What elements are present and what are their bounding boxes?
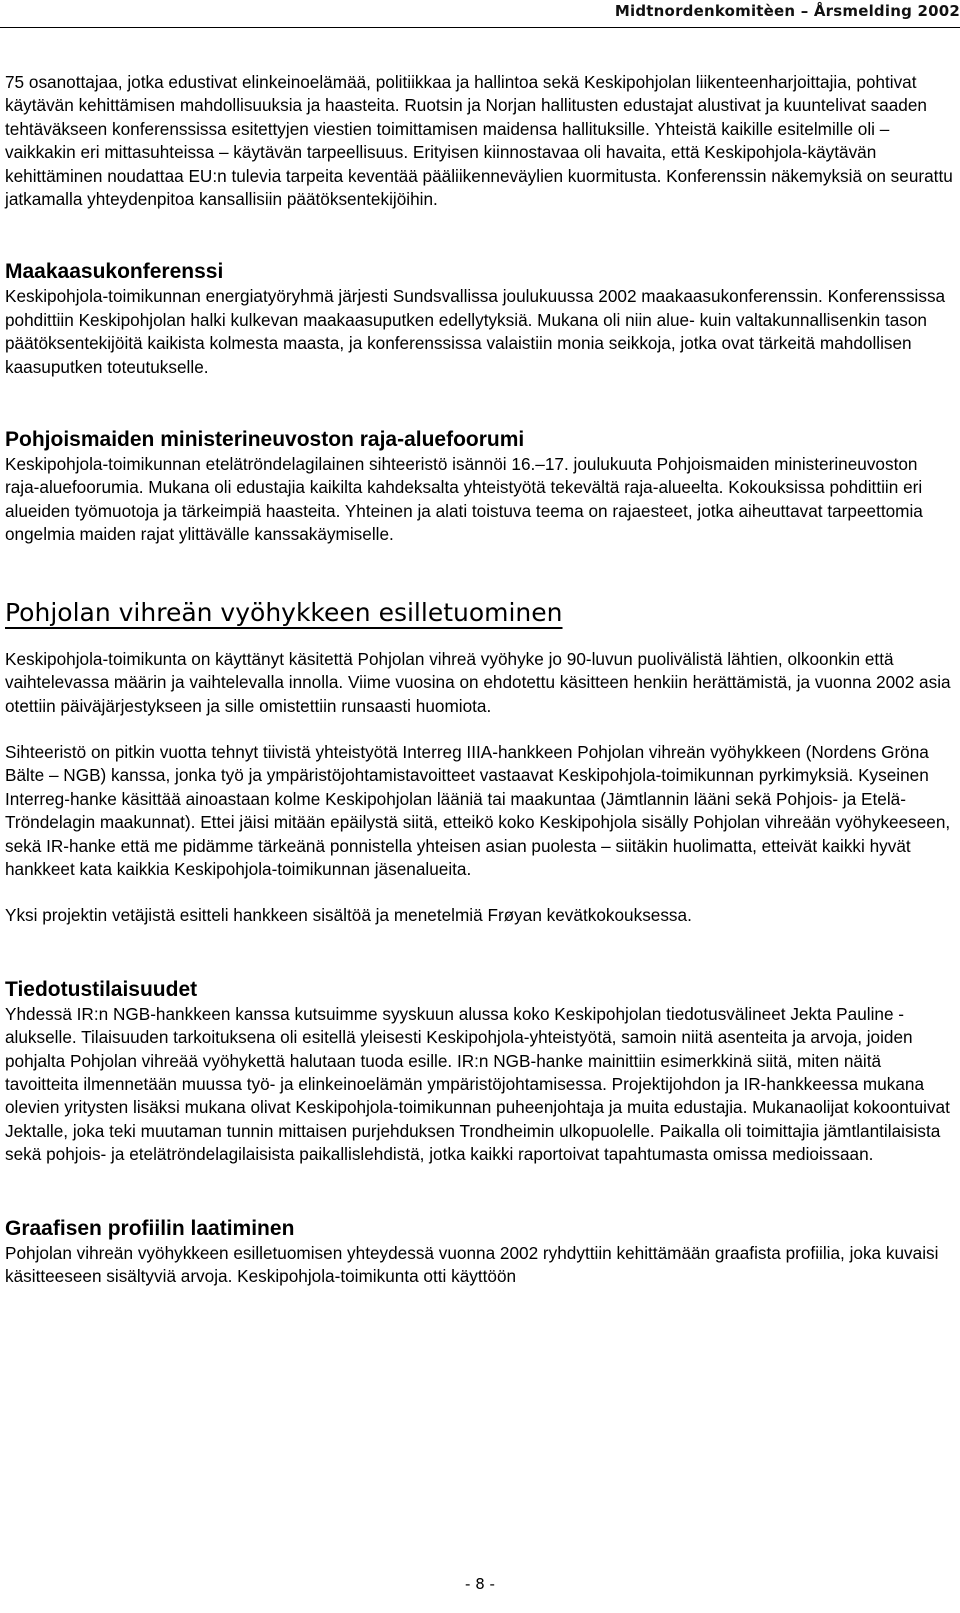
intro-paragraph: 75 osanottajaa, jotka edustivat elinkeinoelämää, politiikkaa ja hallintoa sekä Keskipohjolan liikenteenharjoittajia, pohtivat käytävän kehittämisen mahdollisuuksia ja haasteita. Ruotsin ja Norjan hallitusten edustajat alustivat ja kuuntelivat saaden tehtäväkseen konferenssissa esitettyjen viestien toimittamisen maidensa hallituksille. Yhteistä kaikille esitelmille oli – vaikkakin eri mittasuhteissa – käytävän tarpeellisuus. Erityisen kiinnostavaa oli havaita, että Keskipohjola-käytävän kehittäminen noudattaa EU:n tulevia tarpeita keventää pääliikenneväylien kuormitusta. Konferenssin näkemyksiä on seurattu jatkamalla yhteydenpitoa kansallisiin päätöksentekijöihin. xyxy=(5,72,953,210)
section-text-maakaasukonferenssi: Keskipohjola-toimikunnan energiatyöryhmä järjesti Sundsvallissa joulukuussa 2002 maakaasukonferenssin. Konferenssissa pohdittiin Keskipohjolan halki kulkevan maakaasuputken edellytyksiä. Mukana oli niin alue- kuin valtakunnallisenkin tason päätöksentekijöitä kaikista kolmesta maasta, ja konferenssissa valaistiin monia seikkoja, jotka ovat tärkeitä mahdollisen kaasuputken toteutukselle. xyxy=(5,286,946,377)
section-heading-tiedotustilaisuudet: Tiedotustilaisuudet xyxy=(5,977,198,1001)
section-text-tiedotustilaisuudet: Yhdessä IR:n NGB-hankkeen kanssa kutsuimme syyskuun alussa koko Keskipohjolan tiedotusvälineet Jekta Pauline -alukselle. Tilaisuuden tarkoituksena oli esitellä yleisesti Keskipohjola-yhteistyötä, samoin niitä asenteita ja arvoja, joiden pohjalta Pohjolan vihreää vyöhykettä halutaan tuoda esille. IR:n NGB-hanke mainittiin esimerkkinä siitä, miten näitä tavoitteita ilmennetään muussa työ- ja elinkeinoelämän ympäristöjohtamisessa. Projektijohdon ja IR-hankkeessa mukana olevien yritysten lisäksi mukana olivat Keskipohjola-toimikunnan puheenjohtaja ja muita edustajia. Mukanaolijat kokoontuivat Jektalle, joka teki muutaman tunnin mittaisen purjehduksen Trondheimin ulkopuolelle. Paikalla oli toimittajia jämtlantilaisista sekä pohjois- ja etelätröndelagilaisista paikallislehdistä, jotka kaikki raportoivat tapahtumasta omissa medioissaan. xyxy=(5,1003,950,1165)
section-text-graafinen-profiili: Pohjolan vihreän vyöhykkeen esilletuomisen yhteydessä vuonna 2002 ryhdyttiin kehittämään graafista profiilia, joka kuvaisi käsitteeseen sisältyviä arvoja. Keskipohjola-toimikunta otti käyttöön xyxy=(5,1242,939,1286)
section-paragraph-vihrea-vyohyke-2: Sihteeristö on pitkin vuotta tehnyt tiivistä yhteistyötä Interreg IIIA-hankkeen Pohjolan vihreän vyöhykkeen (Nordens Gröna Bälte – NGB) kanssa, jonka työ ja ympäristöjohtamistavoitteet vastaavat Keskipohjola-toimikunnan pyrkimyksiä. Kyseinen Interreg-hanke käsittää ainoastaan kolme Keskipohjolan lääniä tai maakuntaa (Jämtlannin lääni sekä Pohjois- ja Etelä-Tröndelagin maakunnat). Ettei jäisi mitään epäilystä siitä, etteikö koko Keskipohjola sisälly Pohjolan vihreään vyöhykeeseen, sekä IR-hanke että me pidämme tärkeänä ponnistella yhteisen asian puolesta – siitäkin huolimatta, etteivät kaikki hyvät hankkeet kata kaikkia Keskipohjola-toimikunnan jäsenalueita. xyxy=(5,741,951,879)
section-heading-raja-aluefoorumi: Pohjoismaiden ministerineuvoston raja-aluefoorumi xyxy=(5,428,525,452)
page-content xyxy=(5,71,955,1288)
section-heading-graafinen-profiili: Graafisen profiilin laatiminen xyxy=(5,1216,295,1240)
header-rule xyxy=(0,27,960,28)
section-heading-maakaasukonferenssi: Maakaasukonferenssi xyxy=(5,260,224,284)
section-text-raja-aluefoorumi: Keskipohjola-toimikunnan etelätröndelagilainen sihteeristö isännöi 16.–17. joulukuuta Pohjoismaiden ministerineuvoston raja-aluefoorumia. Mukana oli edustajia kaikilta kahdeksalta yhteistyötä tekevältä raja-alueelta. Kokouksissa pohdittiin eri alueiden työmuotoja ja tärkeimpiä haasteita. Yhteinen ja alati toistuva teema on rajaesteet, jotka aiheuttavat tarpeettomia ongelmia maiden rajat ylittävälle kanssakäymiselle. xyxy=(5,454,923,545)
running-header: Midtnordenkomitèen – Årsmelding 2002 xyxy=(614,2,960,20)
section-heading-vihrea-vyohyke: Pohjolan vihreän vyöhykkeen esilletuominen xyxy=(5,597,563,627)
section-paragraph-vihrea-vyohyke-1: Keskipohjola-toimikunta on käyttänyt käsitettä Pohjolan vihreä vyöhyke jo 90-luvun puolivälistä lähtien, olkoonkin että vaihtelevassa määrin ja vaihtelevalla innolla. Viime vuosina on ehdotettu käsitteen henkiin herättämistä, ja vuonna 2002 asia otettiin päiväjärjestykseen ja sille omistettiin runsaasti huomiota. xyxy=(5,648,951,716)
section-paragraph-vihrea-vyohyke-3: Yksi projektin vetäjistä esitteli hankkeen sisältöä ja menetelmiä Frøyan kevätkokouksessa. xyxy=(5,905,692,926)
page-number: - 8 - xyxy=(465,1575,495,1593)
